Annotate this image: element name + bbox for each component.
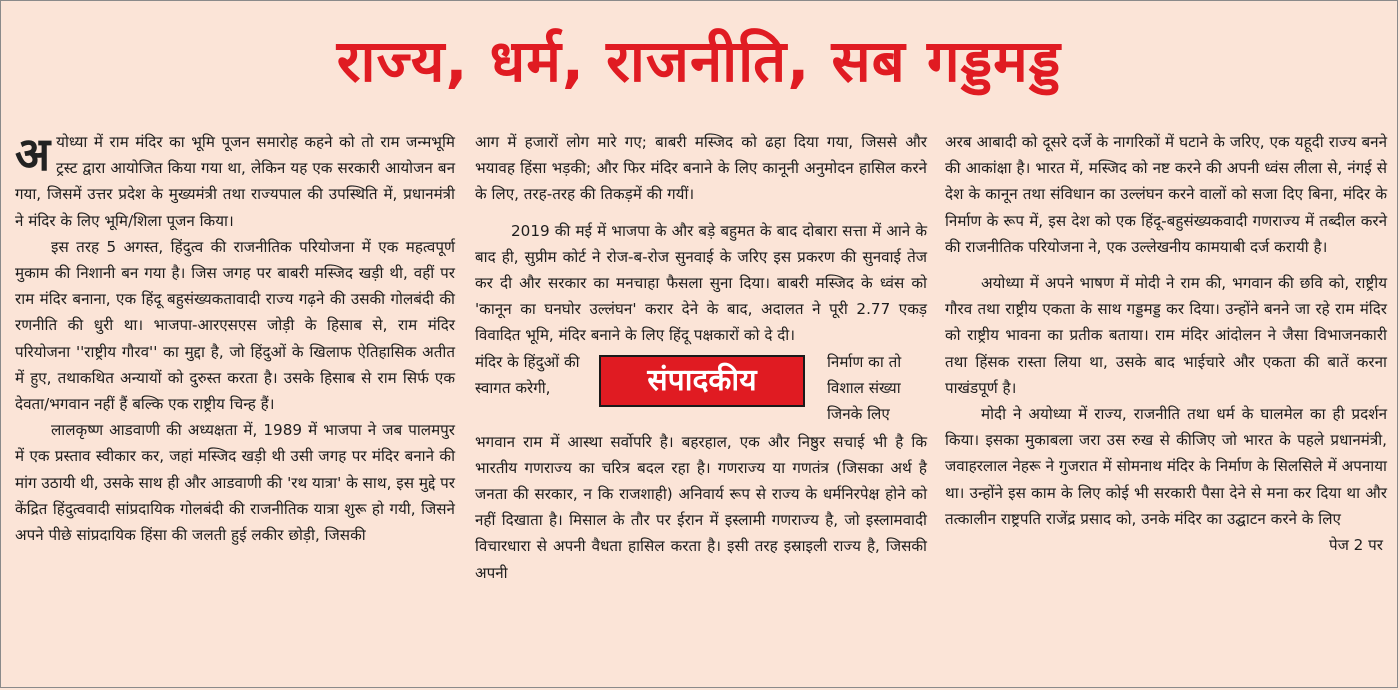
- paragraph: अयोध्या में अपने भाषण में मोदी ने राम की, भगवान की छवि को, राष्ट्रीय गौरव तथा राष्ट्रीय एकता के साथ गड्डमड्ड कर दिया। उन्होंने बनने जा रहे राम मंदिर को राष्ट्रीय भावना का प्रतीक बताया। राम मंदिर आंदोलन ने जैसा विभाजनकारी तथा हिंसक रास्ता लिया था, उसके बाद भाईचारे और एकता की बातें करना पाखंडपूर्ण है।: [945, 274, 1387, 397]
- paragraph: 2019 की मई में भाजपा के और बड़े बहुमत के बाद दोबारा सत्ता में आने के बाद ही, सुप्रीम कोर्ट ने रोज-ब-रोज सुनवाई के जरिए इस प्रकरण की सुनवाई तेज कर दी और सरकार का मनचाहा फैसला सुना दिया। बाबरी मस्जिद के ध्वंस को 'कानून का घनघोर उल्लंघन' करार देने के बाद, अदालत ने पूरी 2.77 एकड़ विवादित भूमि, मंदिर बनाने के लिए हिंदू पक्षकारों को दे दी।: [475, 221, 927, 345]
- paragraph: मोदी ने अयोध्या में राज्य, राजनीति तथा धर्म के घालमेल का ही प्रदर्शन किया। इसका मुकाबला जरा उस रुख से कीजिए जो भारत के पहले प्रधानमंत्री, जवाहरलाल नेहरू ने गुजरात में सोमनाथ मंदिर के निर्माण के सिलसिले में अपनाया था। उन्होंने इस काम के लिए कोई भी सरकारी पैसा देने से मना कर दिया था और तत्कालीन राष्ट्रपति राजेंद्र प्रसाद को, उनके मंदिर का उद्घाटन करने के लिए: [945, 405, 1387, 528]
- badge-wrap: [475, 349, 927, 429]
- wrap-text-left: मंदिर के हिंदुओं की स्वागत करेगी,: [475, 352, 580, 397]
- paragraph: लालकृष्ण आडवाणी की अध्यक्षता में, 1989 में भाजपा ने जब पालमपुर में एक प्रस्ताव स्वीकार कर, जहां मस्जिद खड़ी थी उसी जगह पर मंदिर बनाने की मांग उठायी थी, उसके साथ ही और आडवाणी की 'रथ यात्रा' के साथ, इस मुद्दे पर केंद्रित हिंदुत्ववादी सांप्रदायिक गोलबंदी की राजनीतिक यात्रा शुरू हो गयी, जिसने अपने पीछे सांप्रदायिक हिंसा की जलती हुई लकीर छोड़ी, जिसकी: [15, 421, 455, 545]
- paragraph: अरब आबादी को दूसरे दर्जे के नागरिकों में घटाने के जरिए, एक यहूदी राज्य बनने की आकांक्षा है। भारत में, मस्जिद को नष्ट करने की अपनी ध्वंस लीला से, नंगई से देश के कानून तथा संविधान का उल्लंघन करने वालों को सजा दिए बिना, मंदिर के निर्माण के रूप में, इस देश को एक हिंदू-बहुसंख्यकवादी गणराज्य में तब्दील करने की राजनीतिक परियोजना ने, एक उल्लेखनीय कामयाबी दर्ज करायी है।: [945, 133, 1387, 256]
- wrap-text-right: निर्माण का तो विशाल संख्या जिनके लिए: [827, 352, 902, 424]
- continued-page-ref: पेज 2 पर: [1328, 536, 1383, 555]
- paragraph-text: योध्या में राम मंदिर का भूमि पूजन समारोह कहने को तो राम जन्मभूमि ट्रस्ट द्वारा आयोजित किया गया था, लेकिन यह एक सरकारी आयोजन बन गया, जिसमें उत्तर प्रदेश के मुख्यमंत्री तथा राज्यपाल की उपस्थिति में, प्रधानमंत्री ने मंदिर के लिए भूमि/शिला पूजन किया।: [15, 133, 455, 230]
- column-2: [475, 129, 927, 586]
- column-3: [945, 129, 1387, 558]
- paragraph: आग में हजारों लोग मारे गए; बाबरी मस्जिद को ढहा दिया गया, जिससे और भयावह हिंसा भड़की; और फिर मंदिर बनाने के लिए कानूनी अनुमोदन हासिल करने के लिए, तरह-तरह की तिकड़में की गयीं।: [475, 133, 927, 204]
- paragraph: इस तरह 5 अगस्त, हिंदुत्व की राजनीतिक परियोजना में एक महत्वपूर्ण मुकाम की निशानी बन गया है। जिस जगह पर बाबरी मस्जिद खड़ी थी, वहीं पर राम मंदिर बनाना, एक हिंदू बहुसंख्यकतावादी राज्य गढ़ने की उसकी गोलबंदी की रणनीति की धुरी था। भाजपा-आरएसएस जोड़ी के हिसाब से, राम मंदिर परियोजना ''राष्ट्रीय गौरव'' का मुद्दा है, जो हिंदुओं के खिलाफ ऐतिहासिक अतीत में हुए, तथाकथित अन्यायों को दुरुस्त करता है। उसके हिसाब से राम सिर्फ एक देवता/भगवान नहीं हैं बल्कि एक राष्ट्रीय चिन्ह हैं।: [15, 237, 455, 414]
- headline: राज्य, धर्म, राजनीति, सब गड्डमड्ड: [336, 27, 1062, 95]
- drop-cap: अ: [15, 127, 51, 181]
- paragraph: भगवान राम में आस्था सर्वोपरि है। बहरहाल, एक और निष्ठुर सचाई भी है कि भारतीय गणराज्य का चरित्र बदल रहा है। गणराज्य या गणतंत्र (जिसका अर्थ है जनता की सरकार, न कि राजशाही) अनिवार्य रूप से राज्य के धर्मनिरपेक्ष होने को नहीं दिखाता है। मिसाल के तौर पर ईरान में इस्लामी गणराज्य है, जो इस्लामवादी विचारधारा से अपनी वैधता हासिल करता है। इसी तरह इस्राइली राज्य है, जिसकी अपनी: [475, 432, 927, 582]
- paragraph: [15, 129, 455, 234]
- column-1: [15, 129, 455, 548]
- section-badge: संपादकीय: [599, 355, 805, 407]
